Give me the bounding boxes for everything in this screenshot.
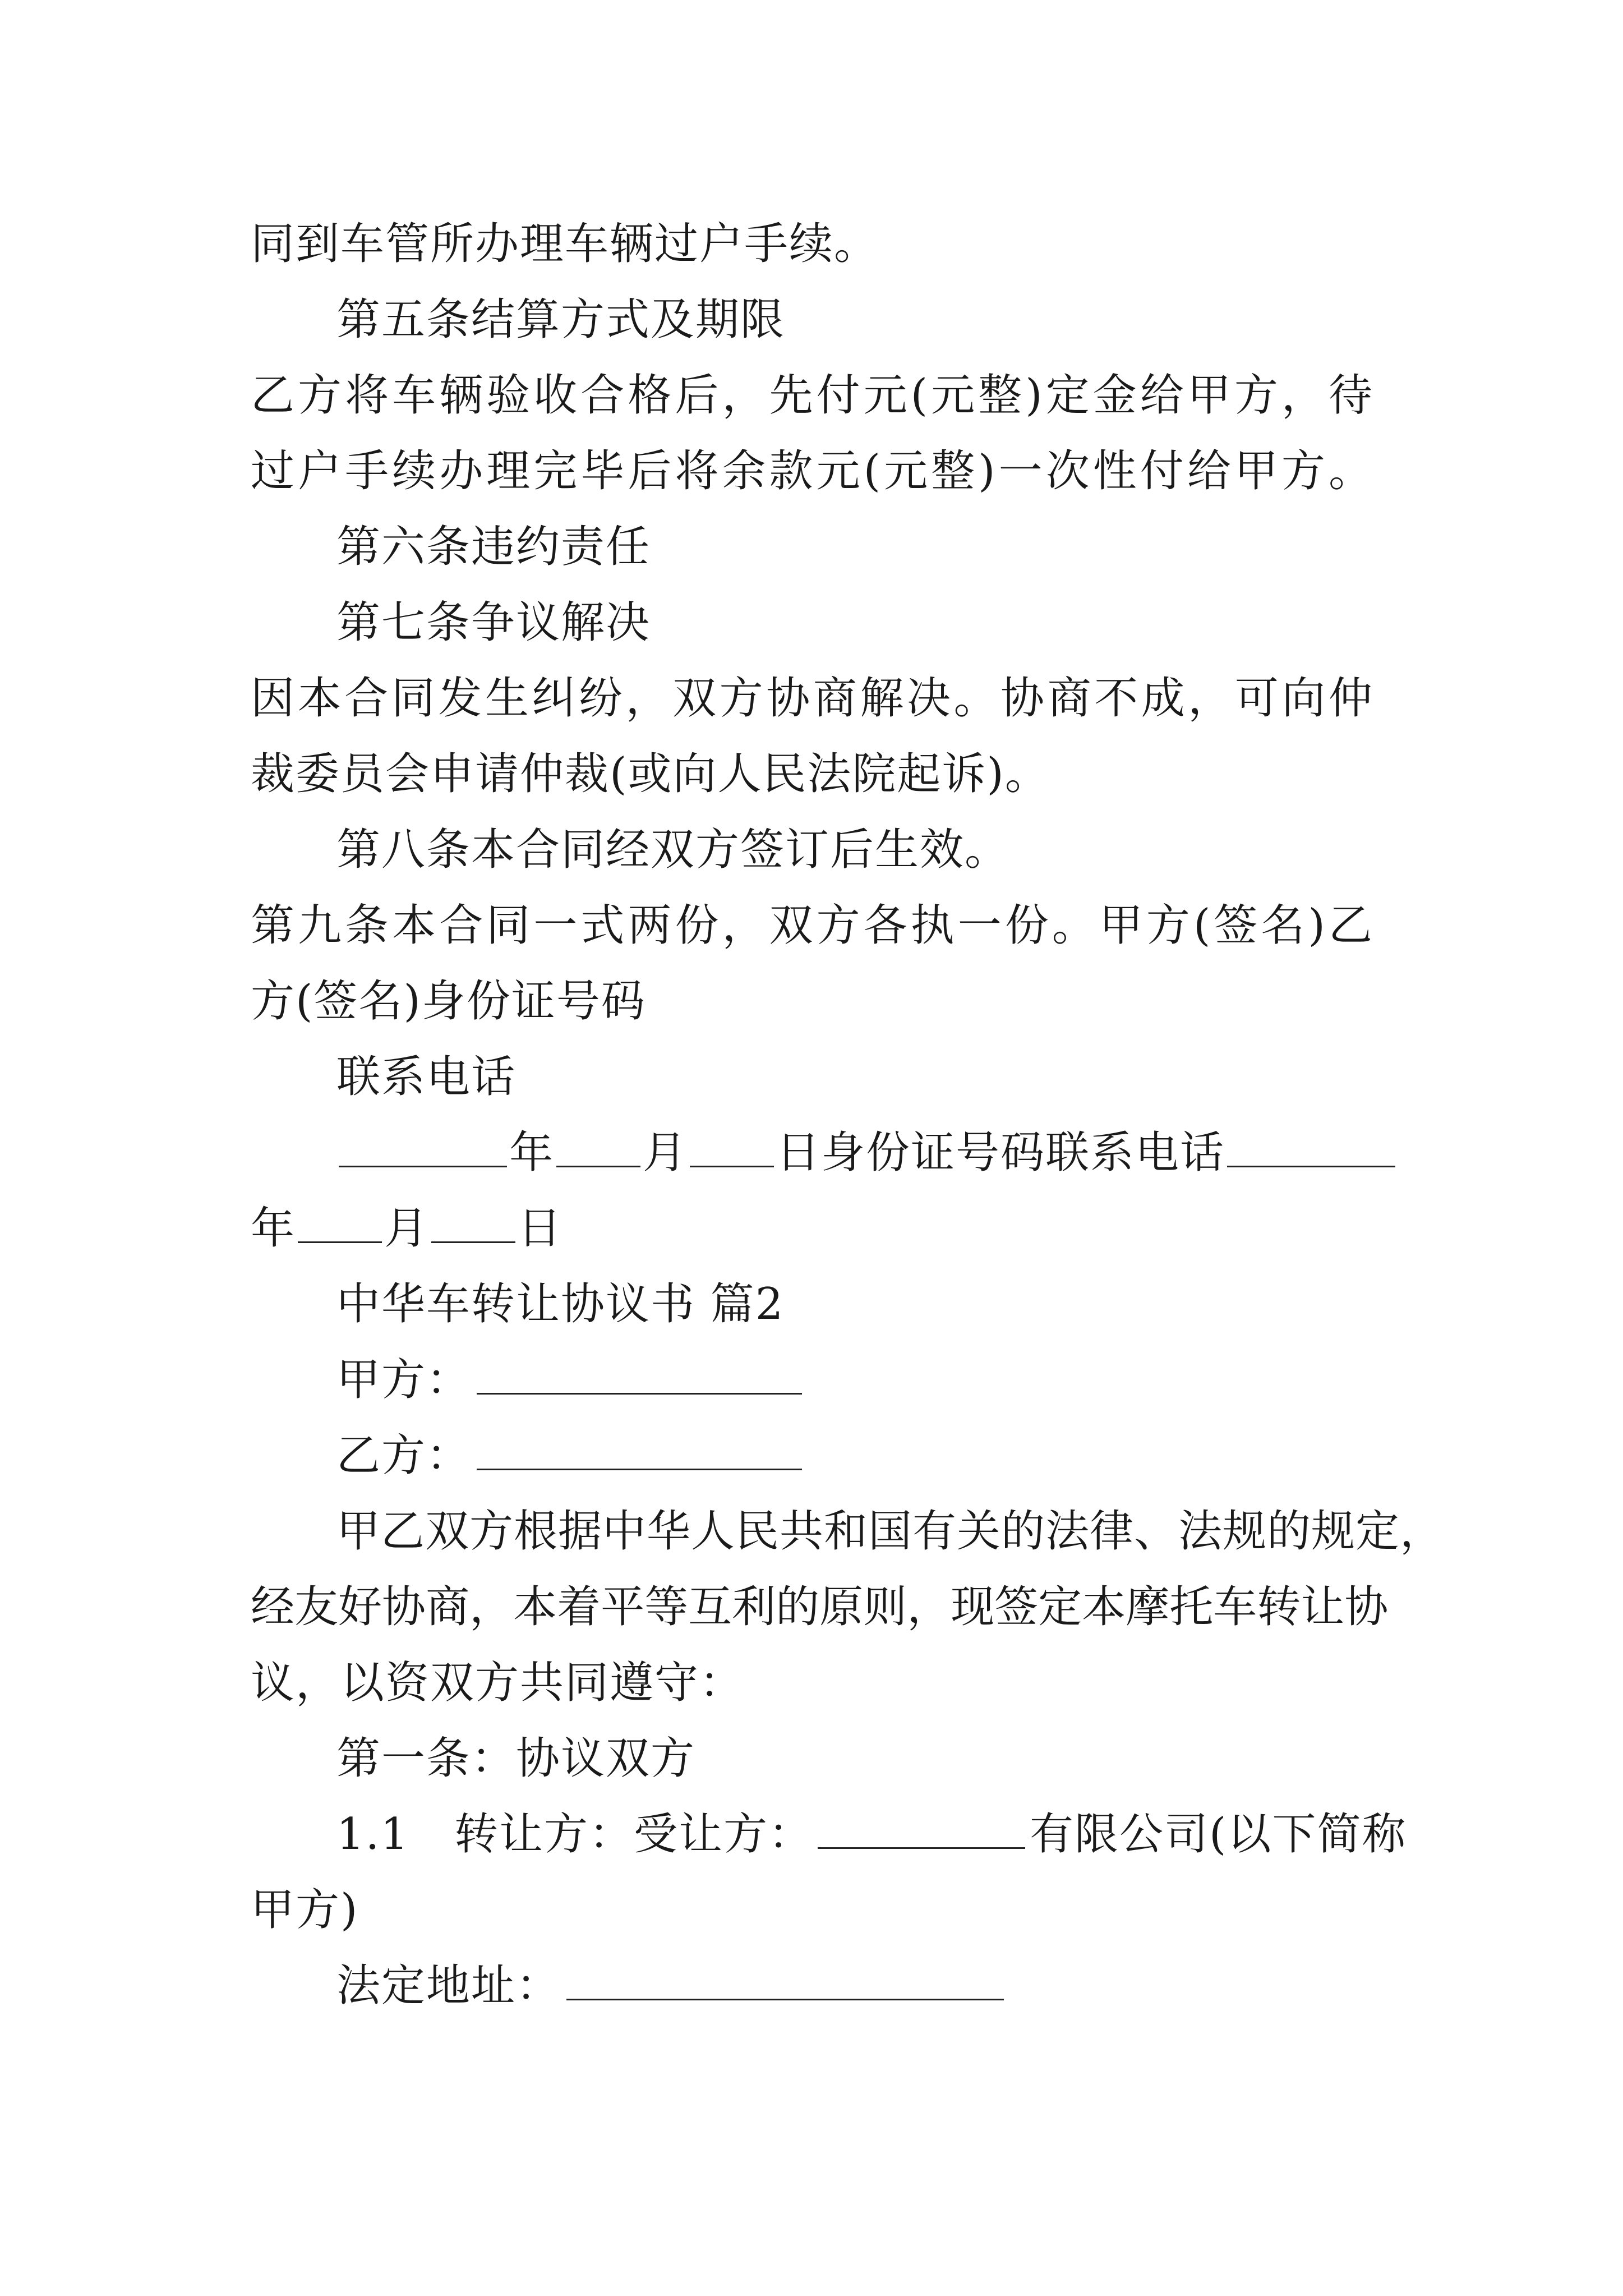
legal-address-label: 法定地址： <box>336 1961 561 2011</box>
year-label: 年 <box>509 1128 555 1178</box>
party-a-label: 甲方： <box>336 1355 472 1405</box>
year-label: 年 <box>251 1203 296 1254</box>
party-a-row <box>336 1352 804 1408</box>
year-blank <box>339 1129 507 1167</box>
text-line: 同到车管所办理车辆过户手续。 <box>251 219 879 269</box>
party-b-blank <box>477 1432 802 1470</box>
justified-line: 第 九 条 本 合 同 一 式 两 份 ， 双 方 各 执 一 份 。 甲 方 ( 签 名 ) 乙 <box>251 900 1372 951</box>
party-a-blank <box>477 1356 802 1395</box>
justified-line: 因 本 合 同 发 生 纠 纷 ， 双 方 协 商 解 决 。 协 商 不 成 ， 可 向 仲 <box>251 673 1372 724</box>
transferor-row <box>336 1806 1407 1862</box>
text-line: 甲方) <box>251 1885 359 1935</box>
justified-line: 乙 方 将 车 辆 验 收 合 格 后 ， 先 付 元 ( 元 整 ) 定 金 给 甲 方 ， 待 <box>251 370 1372 421</box>
month-blank <box>298 1204 382 1243</box>
month-blank <box>556 1129 640 1167</box>
text-line: 议，以资双方共同遵守： <box>251 1658 745 1708</box>
party-b-label: 乙方： <box>336 1430 472 1481</box>
transferor-label: 1.1 转让方：受让方： <box>336 1809 814 1860</box>
legal-address-blank <box>566 1962 1004 2000</box>
text-line: 甲乙双方根据中华人民共和国有关的法律、法规的规定， <box>336 1506 1445 1557</box>
day-blank <box>690 1129 774 1167</box>
company-suffix: 有限公司(以下简称 <box>1030 1809 1407 1860</box>
section-title: 中华车转让协议书 篇2 <box>336 1279 785 1329</box>
legal-address-row <box>336 1958 1006 2014</box>
party-b-row <box>336 1428 804 1484</box>
text-line: 联系电话 <box>336 1052 517 1102</box>
text-line: 方(签名)身份证号码 <box>251 976 646 1027</box>
trailing-blank <box>1227 1129 1395 1167</box>
article-heading: 第八条本合同经双方签订后生效。 <box>336 825 1010 875</box>
day-blank <box>431 1204 515 1243</box>
text-line: 裁委员会申请仲裁(或向人民法院起诉)。 <box>251 749 1050 799</box>
month-label: 月 <box>643 1128 688 1178</box>
justified-line: 经 友 好 协 商 ， 本 着 平 等 互 利 的 原 则 ， 现 签 定 本 摩 托 车 转 让 协 <box>251 1582 1389 1632</box>
month-label: 月 <box>384 1203 430 1254</box>
article-heading: 第六条违约责任 <box>336 522 651 572</box>
date-row <box>251 1200 562 1257</box>
article-heading: 第五条结算方式及期限 <box>336 295 786 345</box>
article-heading: 第一条：协议双方 <box>336 1733 696 1784</box>
date-row <box>336 1125 1398 1181</box>
justified-line: 过 户 手 续 办 理 完 毕 后 将 余 款 元 ( 元 整 ) 一 次 性 付 给 甲 方 。 <box>251 446 1372 496</box>
day-id-phone-label: 日身份证号码联系电话 <box>776 1128 1225 1178</box>
article-heading: 第七条争议解决 <box>336 597 651 648</box>
day-label: 日 <box>518 1203 563 1254</box>
company-blank <box>818 1810 1025 1849</box>
